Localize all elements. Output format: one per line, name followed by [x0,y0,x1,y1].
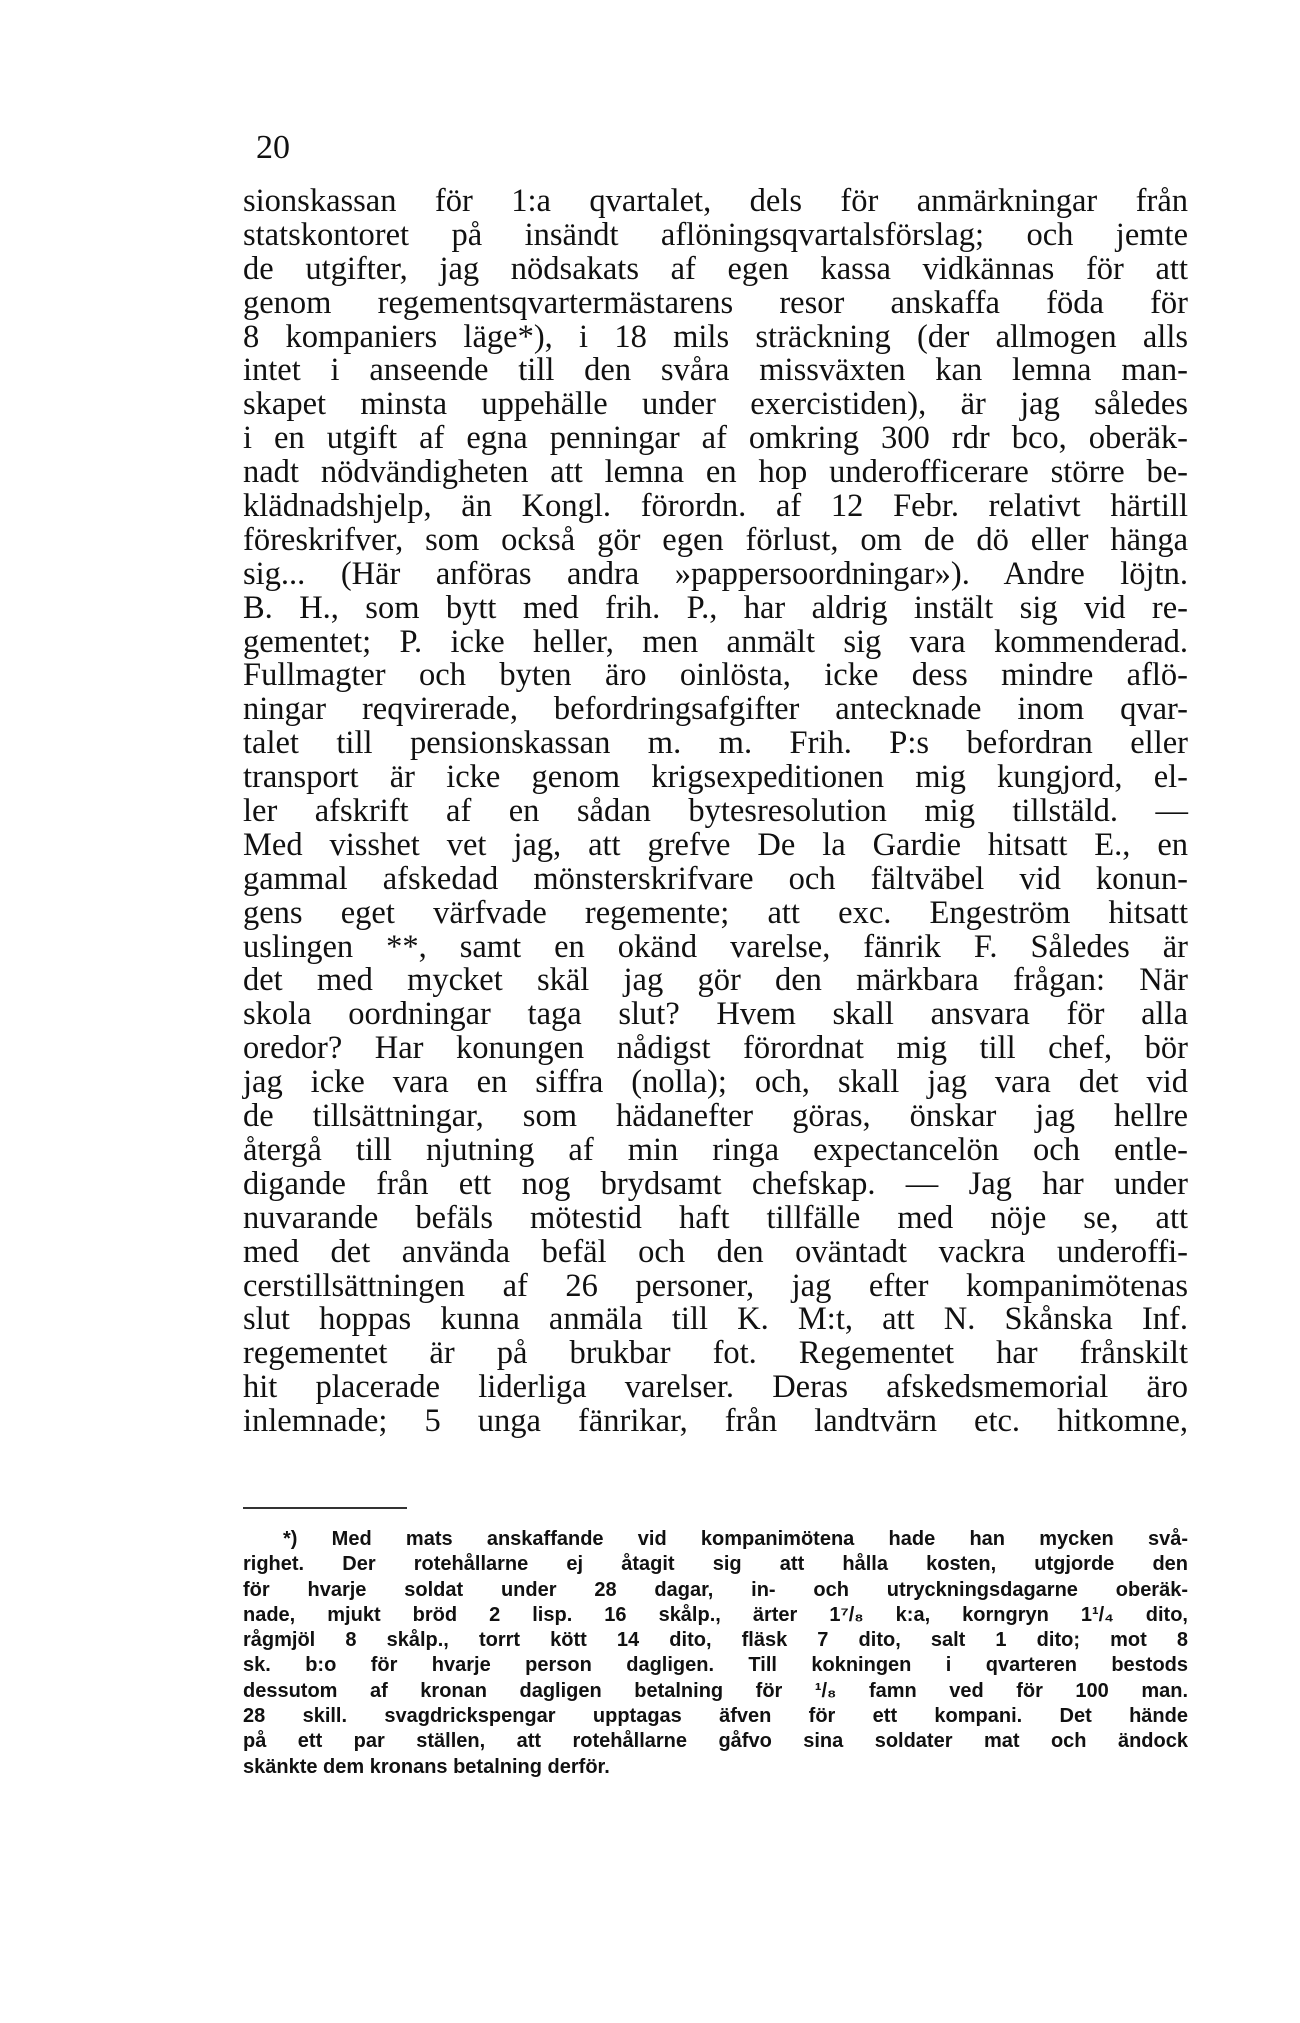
body-line: gammal afskedad mönsterskrifvare och fältväbel vid konun- [243,860,1188,897]
body-line: intet i anseende till den svåra missväxten kan lemna man- [243,352,1188,389]
body-line: Med visshet vet jag, att grefve De la Gardie hitsatt E., en [243,826,1188,863]
body-line: sig... (Här anföras andra »pappersoordningar»). Andre löjtn. [243,555,1188,592]
body-line: gementet; P. icke heller, men anmält sig vara kommenderad. [243,623,1188,660]
body-line: klädnadshjelp, än Kongl. förordn. af 12 Febr. relativt härtill [243,488,1188,525]
body-line: skapet minsta uppehälle under exercistiden), är jag således [243,386,1188,423]
footnote-line: dessutom af kronan dagligen betalning för ¹/₈ famn ved för 100 man. [243,1679,1188,1702]
body-line: digande från ett nog brydsamt chefskap. — Jag har under [243,1165,1188,1202]
footnote-line: righet. Der rotehållarne ej åtagit sig att hålla kosten, utgjorde den [243,1553,1188,1576]
body-line: de utgifter, jag nödsakats af egen kassa vidkännas för att [243,250,1188,287]
body-line: statskontoret på insändt aflöningsqvartalsförslag; och jemte [243,216,1188,253]
body-line: hit placerade liderliga varelser. Deras afskedsmemorial äro [243,1369,1188,1406]
body-line: det med mycket skäl jag gör den märkbara frågan: När [243,962,1188,999]
footnote-line: rågmjöl 8 skålp., torrt kött 14 dito, fläsk 7 dito, salt 1 dito; mot 8 [243,1629,1188,1652]
body-line: transport är icke genom krigsexpeditionen mig kungjord, el- [243,759,1188,796]
body-line: uslingen **, samt en okänd varelse, fänrik F. Således är [243,928,1188,965]
body-line: med det använda befäl och den oväntadt vackra underoffi- [243,1233,1188,1270]
footnote-line: *) Med mats anskaffande vid kompanimötena hade han mycken svå- [283,1528,1188,1550]
body-line: oredor? Har konungen nådigst förordnat mig till chef, bör [243,1030,1188,1067]
body-line: regementet är på brukbar fot. Regementet har frånskilt [243,1335,1188,1372]
body-line: skola oordningar taga slut? Hvem skall ansvara för alla [243,996,1188,1033]
body-line: ler afskrift af en sådan bytesresolution mig tillstäld. — [243,793,1188,830]
body-line: cerstillsättningen af 26 personer, jag efter kompanimötenas [243,1267,1188,1304]
body-line: genom regementsqvartermästarens resor anskaffa föda för [243,284,1188,321]
body-line: jag icke vara en siffra (nolla); och, skall jag vara det vid [243,1064,1188,1101]
body-line: gens eget värfvade regemente; att exc. Engeström hitsatt [243,894,1188,931]
footnote-line: 28 skill. svagdrickspengar upptagas äfven för ett kompani. Det hände [243,1705,1188,1728]
body-line: i en utgift af egna penningar af omkring 300 rdr bco, oberäk- [243,420,1188,457]
body-line: nuvarande befäls mötestid haft tillfälle med nöje se, att [243,1199,1188,1236]
body-line: ningar reqvirerade, befordringsafgifter antecknade inom qvar- [243,691,1188,728]
footnote-line: sk. b:o för hvarje person dagligen. Till kokningen i qvarteren bestods [243,1654,1188,1677]
body-text [243,185,1188,1439]
body-line: talet till pensionskassan m. m. Frih. P:s befordran eller [243,725,1188,762]
body-line: de tillsättningar, som hädanefter göras, önskar jag hellre [243,1098,1188,1135]
body-line: 8 kompaniers läge*), i 18 mils sträckning (der allmogen alls [243,318,1188,355]
page-number: 20 [256,129,290,166]
body-line: sionskassan för 1:a qvartalet, dels för anmärkningar från [243,183,1188,219]
body-line: nadt nödvändigheten att lemna en hop underofficerare större be- [243,454,1188,491]
body-line: föreskrifver, som också gör egen förlust, om de dö eller hänga [243,521,1188,558]
footnote-line: nade, mjukt bröd 2 lisp. 16 skålp., ärter 1⁷/₈ k:a, korngryn 1¹/₄ dito, [243,1603,1188,1626]
body-line: inlemnade; 5 unga fänrikar, från landtvärn etc. hitkomne, [243,1403,1188,1440]
body-line: Fullmagter och byten äro oinlösta, icke dess mindre aflö- [243,657,1188,694]
body-line: slut hoppas kunna anmäla till K. M:t, att N. Skånska Inf. [243,1301,1188,1338]
footnote-line: för hvarje soldat under 28 dagar, in- och utryckningsdagarne oberäk- [243,1578,1188,1601]
footnote-line: på ett par ställen, att rotehållarne gåfvo sina soldater mat och ändock [243,1730,1188,1753]
footnote-divider [243,1507,407,1509]
footnote [243,1527,1188,1780]
body-line: B. H., som bytt med frih. P., har aldrig instält sig vid re- [243,589,1188,626]
body-line: återgå till njutning af min ringa expectancelön och entle- [243,1131,1188,1168]
footnote-line: skänkte dem kronans betalning derför. [243,1755,610,1778]
